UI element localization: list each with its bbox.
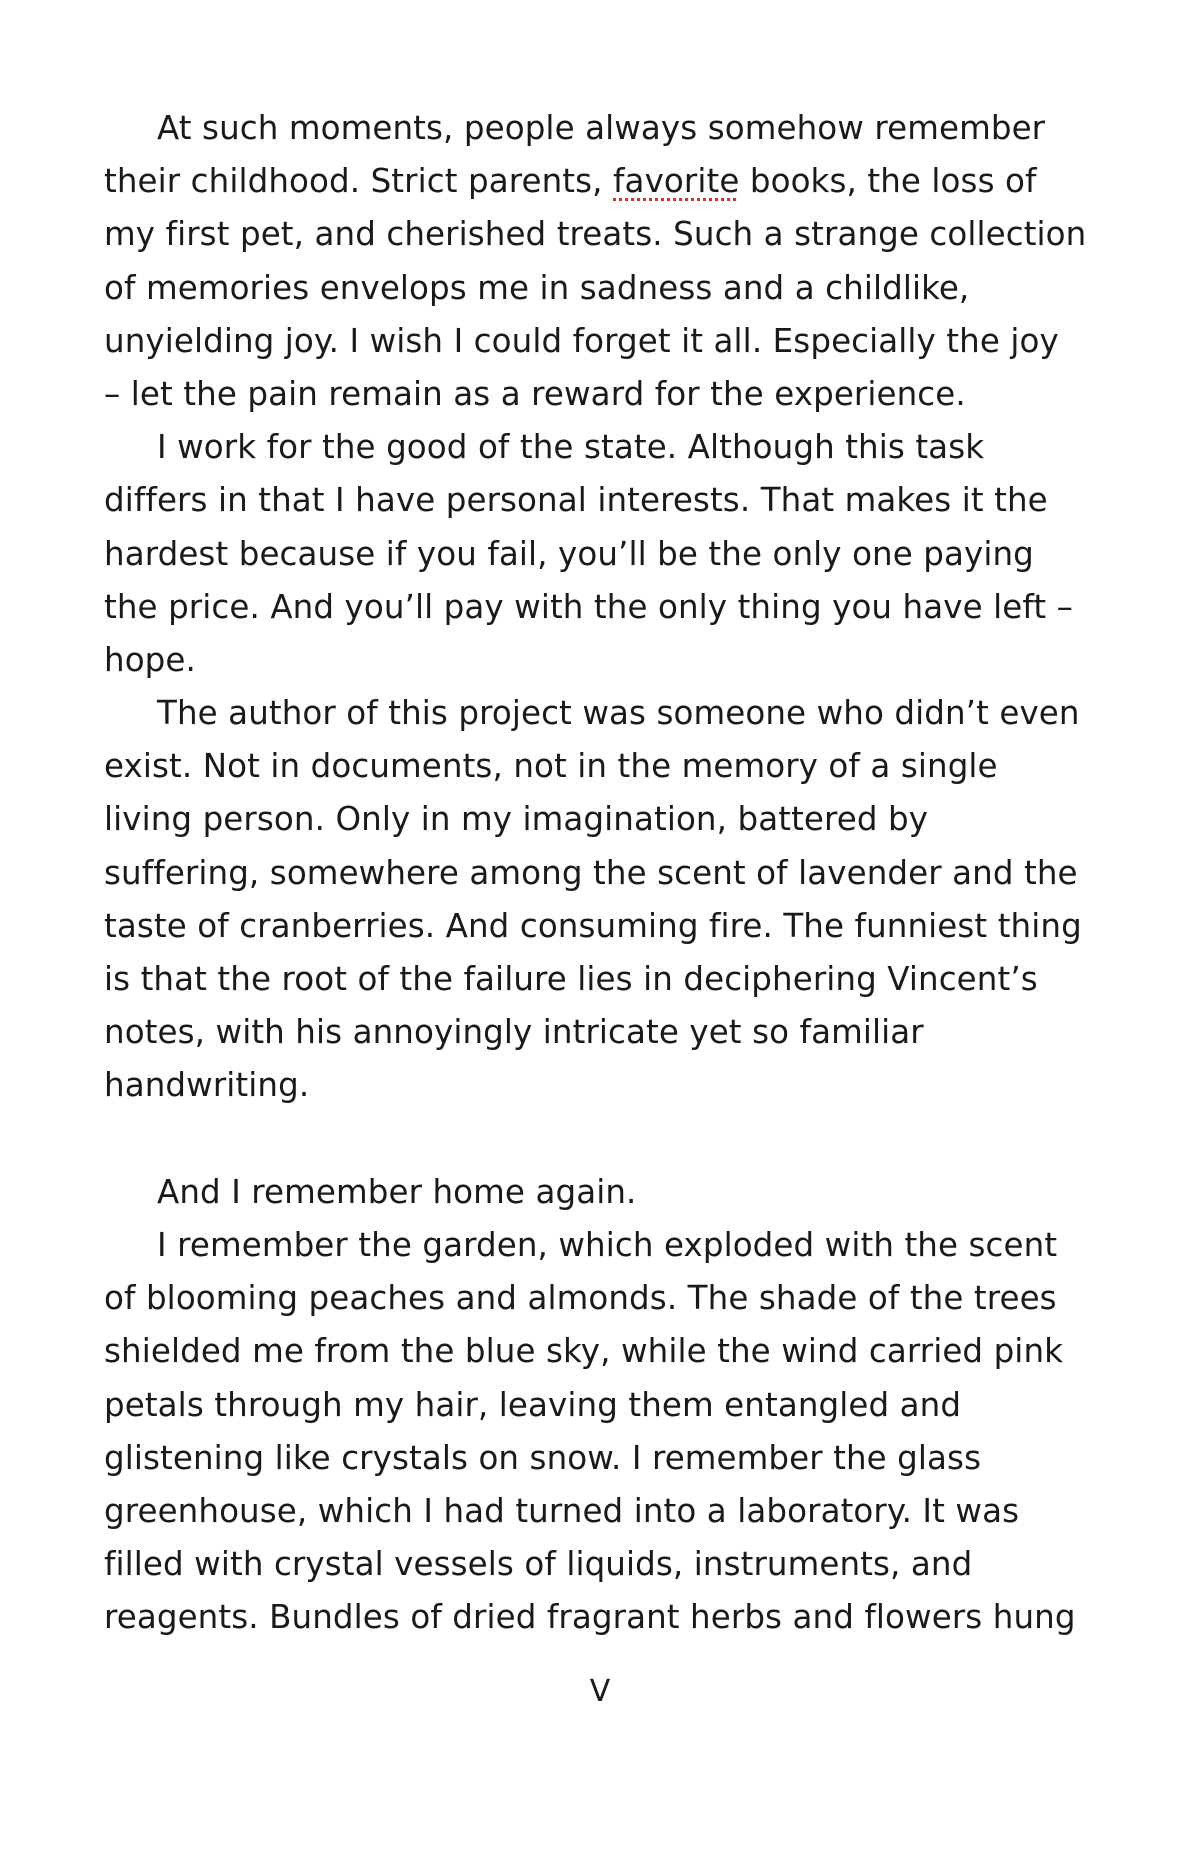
text-line: of blooming peaches and almonds. The shade of the trees bbox=[104, 1279, 1057, 1318]
text-line: petals through my hair, leaving them entangled and bbox=[104, 1385, 962, 1424]
text-segment: books, the loss of bbox=[739, 162, 1037, 201]
text-line: And I remember home again. bbox=[157, 1172, 637, 1211]
text-line: handwriting. bbox=[104, 1066, 310, 1105]
text-line: exist. Not in documents, not in the memory of a single bbox=[104, 747, 998, 786]
text-line: I remember the garden, which exploded with the scent bbox=[157, 1225, 1058, 1264]
text-line: hope. bbox=[104, 640, 196, 679]
text-line: The author of this project was someone who didn’t even bbox=[157, 694, 1080, 733]
text-line: suffering, somewhere among the scent of lavender and the bbox=[104, 853, 1078, 892]
text-line: differs in that I have personal interests. That makes it the bbox=[104, 481, 1048, 520]
text-segment: their childhood. Strict parents, bbox=[104, 162, 614, 201]
text-line: taste of cranberries. And consuming fire. The funniest thing bbox=[104, 906, 1082, 945]
text-line: the price. And you’ll pay with the only thing you have left – bbox=[104, 587, 1073, 626]
text-line: shielded me from the blue sky, while the wind carried pink bbox=[104, 1332, 1064, 1371]
text-line: is that the root of the failure lies in deciphering Vincent’s bbox=[104, 960, 1038, 998]
page-number: V bbox=[589, 1674, 611, 1709]
text-line: my first pet, and cherished treats. Such a strange collection bbox=[104, 215, 1087, 254]
text-line: filled with crystal vessels of liquids, instruments, and bbox=[104, 1545, 973, 1584]
text-line: notes, with his annoyingly intricate yet so familiar bbox=[104, 1013, 924, 1052]
misspelled-word[interactable]: favorite bbox=[613, 162, 740, 201]
body-text[interactable] bbox=[104, 102, 1096, 1644]
text-line: living person. Only in my imagination, battered by bbox=[104, 800, 929, 839]
text-line: – let the pain remain as a reward for the experience. bbox=[104, 374, 966, 413]
blank-line bbox=[104, 1113, 1096, 1166]
text-line: hardest because if you fail, you’ll be the only one paying bbox=[104, 534, 1034, 573]
text-line: greenhouse, which I had turned into a laboratory. It was bbox=[104, 1491, 1020, 1530]
text-line bbox=[104, 155, 1096, 208]
text-line: I work for the good of the state. Although this task bbox=[157, 428, 985, 467]
text-line: unyielding joy. I wish I could forget it all. Especially the joy bbox=[104, 321, 1059, 360]
text-line: glistening like crystals on snow. I remember the glass bbox=[104, 1438, 982, 1477]
text-line: of memories envelops me in sadness and a childlike, bbox=[104, 268, 970, 307]
text-line: reagents. Bundles of dried fragrant herbs and flowers hung bbox=[104, 1598, 1076, 1637]
text-line: At such moments, people always somehow remember bbox=[157, 109, 1046, 147]
